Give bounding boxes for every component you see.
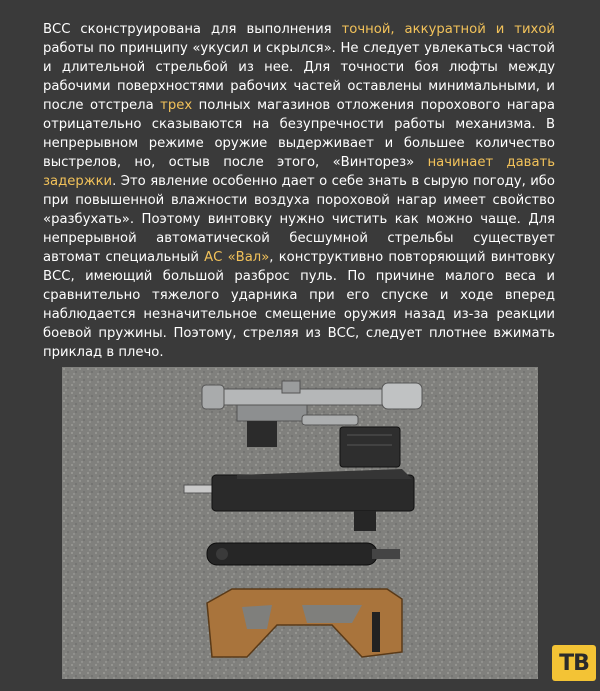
site-logo-badge[interactable]: [552, 645, 596, 681]
text-segment: полных магазинов отложения порохового нагара отрицательно сказываются на безупречности работы механизма. В непрерывном режиме оружие выдерживает и большее количество выстрелов, но, остыв после этого, «Винторез»: [43, 98, 556, 170]
text-segment: работы по принципу «укусил и скрылся». Не следует увлекаться частой и длительной стрельбой из нее. Для точности боя люфты между рабочими поверхностями рабочих частей оставлены минимальными, и после отстрела: [43, 41, 555, 113]
highlight-link[interactable]: трех: [160, 98, 193, 113]
text-segment: ВСС сконструирована для выполнения: [43, 22, 342, 37]
highlight-link[interactable]: АС «Вал»: [204, 250, 270, 265]
highlight-link[interactable]: точной, аккуратной и тихой: [341, 22, 555, 37]
photo-drawing: [62, 367, 538, 679]
text-segment: . Это явление особенно дает о себе знать в сырую погоду, ибо при повышенной влажности воздуха пороховой нагар имеет свойство «разбухать». Поэтому винтовку нужно чистить как можно чаще. Для непрерывной автоматической бесшумной стрельбы существует автомат специальный: [43, 174, 555, 265]
article-text: [43, 20, 555, 362]
magazine-icon: [340, 427, 400, 467]
highlight-link[interactable]: начинает давать задержки: [43, 155, 555, 189]
text-segment: , конструктивно повторяющий винтовку ВСС, имеющий большой разброс пуль. По причине малого веса и сравнительно тяжелого ударника при его спуске и ходе вперед наблюдается незначительное смещение оружия назад из-за реакции боевой пружины. Поэтому, стреляя из ВСС, следует плотнее вжимать приклад в плечо.: [43, 250, 555, 360]
disassembled-rifle-photo: [62, 367, 538, 679]
site-logo-label: ТВ: [559, 650, 589, 676]
silencer-icon: [207, 543, 400, 565]
